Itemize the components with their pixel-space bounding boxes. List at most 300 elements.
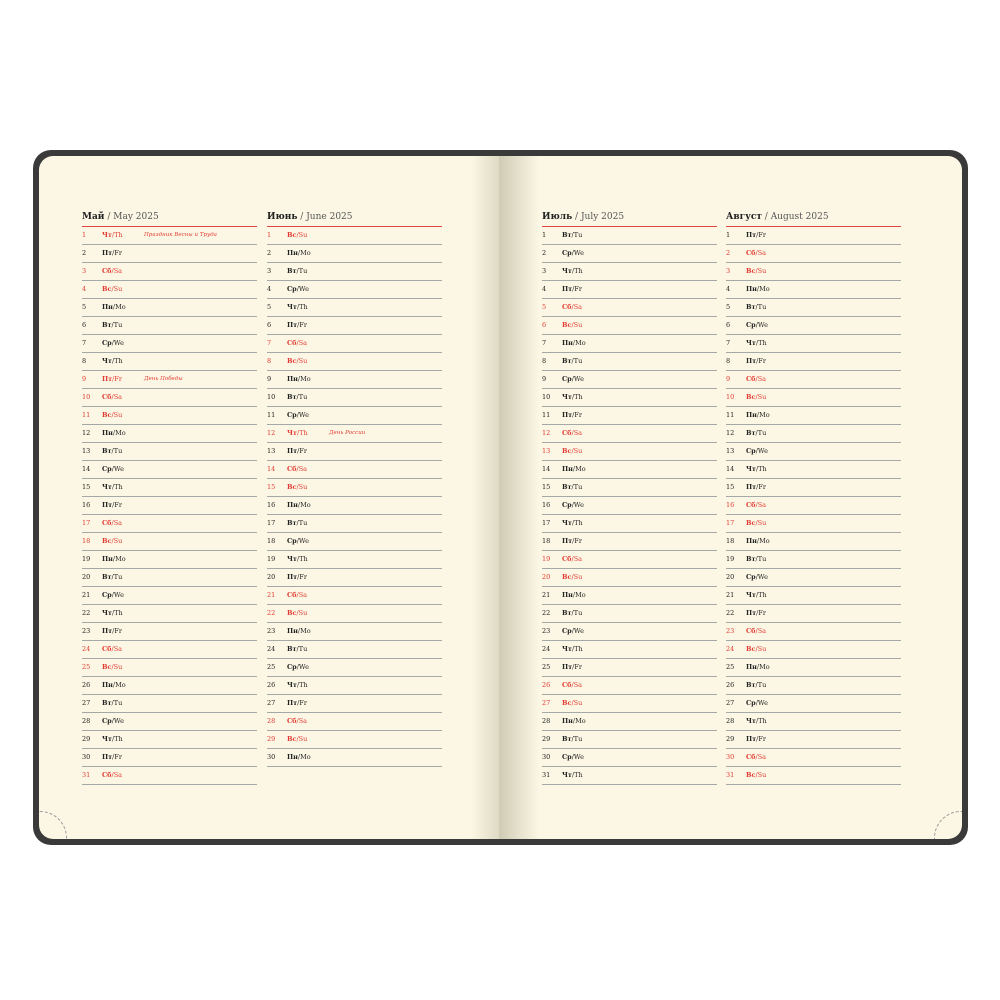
weekday-ru: Пн [102, 681, 113, 689]
day-number: 10 [82, 393, 91, 401]
weekday-separator: / [755, 699, 758, 707]
weekday-separator: / [296, 339, 299, 347]
weekday-en: Su [298, 735, 308, 743]
day-row [82, 245, 257, 263]
day-row [726, 281, 901, 299]
weekday-ru: Пн [287, 627, 298, 635]
weekday-ru: Вс [102, 537, 112, 545]
weekday-en: Tu [757, 681, 767, 689]
weekday-ru: Ср [562, 753, 572, 761]
weekday-separator: / [755, 573, 758, 581]
day-number: 23 [542, 627, 551, 635]
weekday-label [102, 767, 122, 784]
month-separator: / [104, 212, 114, 222]
weekday-label [562, 263, 583, 280]
weekday-separator: / [571, 645, 575, 653]
weekday-label [287, 731, 307, 748]
weekday-en: Th [758, 465, 767, 473]
month-name-en: July 2025 [580, 212, 625, 222]
weekday-en: Fr [299, 447, 307, 455]
day-number: 5 [726, 303, 731, 311]
day-number: 11 [82, 411, 91, 419]
weekday-ru: Чт [562, 393, 572, 401]
day-row [82, 263, 257, 281]
weekday-en: Th [114, 609, 123, 617]
weekday-ru: Вт [287, 267, 297, 275]
weekday-label [746, 227, 766, 244]
weekday-en: Tu [298, 267, 308, 275]
weekday-label [287, 695, 307, 712]
weekday-ru: Вс [287, 231, 297, 239]
weekday-separator: / [297, 447, 300, 455]
weekday-label [562, 767, 583, 784]
weekday-label [287, 461, 307, 478]
weekday-en: Tu [113, 699, 123, 707]
day-row [726, 389, 901, 407]
day-number: 19 [726, 555, 735, 563]
day-number: 17 [542, 519, 551, 527]
day-row [726, 317, 901, 335]
weekday-label [746, 659, 770, 676]
day-number: 10 [542, 393, 551, 401]
day-number: 23 [82, 627, 91, 635]
day-row [267, 389, 442, 407]
weekday-ru: Сб [562, 681, 572, 689]
month-name-ru: Май [82, 212, 105, 222]
weekday-label [746, 461, 767, 478]
weekday-ru: Ср [746, 321, 756, 329]
day-row [82, 605, 257, 623]
weekday-ru: Вс [562, 447, 572, 455]
day-row [82, 227, 257, 245]
weekday-separator: / [571, 393, 575, 401]
weekday-ru: Ср [287, 537, 297, 545]
weekday-en: Su [757, 393, 767, 401]
month-name-ru: Август [726, 212, 762, 222]
weekday-separator: / [755, 429, 758, 437]
weekday-en: Su [573, 573, 583, 581]
weekday-label [287, 497, 311, 514]
weekday-separator: / [296, 591, 299, 599]
weekday-separator: / [296, 411, 299, 419]
weekday-label [102, 263, 122, 280]
weekday-separator: / [572, 537, 575, 545]
month-separator: / [761, 212, 771, 222]
weekday-ru: Пн [746, 537, 757, 545]
weekday-separator: / [756, 231, 759, 239]
weekday-separator: / [572, 285, 575, 293]
weekday-ru: Ср [287, 663, 297, 671]
holiday-label: День России [329, 430, 366, 436]
day-number: 8 [267, 357, 272, 365]
weekday-separator: / [756, 735, 759, 743]
weekday-en: Tu [573, 735, 583, 743]
weekday-en: We [298, 663, 309, 671]
day-row [82, 281, 257, 299]
weekday-ru: Вт [562, 357, 572, 365]
weekday-en: Mo [115, 681, 126, 689]
day-number: 11 [726, 411, 735, 419]
weekday-separator: / [296, 267, 299, 275]
weekday-en: We [757, 447, 768, 455]
day-row [82, 623, 257, 641]
day-row [82, 443, 257, 461]
weekday-label [562, 731, 582, 748]
weekday-ru: Пт [287, 573, 298, 581]
weekday-ru: Вт [287, 393, 297, 401]
weekday-separator: / [111, 771, 114, 779]
day-row [726, 443, 901, 461]
weekday-en: Th [299, 681, 308, 689]
weekday-separator: / [572, 339, 576, 347]
weekday-separator: / [296, 681, 300, 689]
day-row [726, 641, 901, 659]
weekday-label [102, 605, 123, 622]
day-row [267, 371, 442, 389]
weekday-en: Su [298, 609, 308, 617]
day-row [542, 695, 717, 713]
weekday-en: Fr [574, 537, 582, 545]
weekday-en: We [573, 627, 584, 635]
weekday-separator: / [571, 699, 574, 707]
weekday-label [746, 425, 766, 442]
day-number: 26 [542, 681, 551, 689]
weekday-en: Fr [114, 375, 122, 383]
weekday-en: Su [113, 663, 123, 671]
day-row [542, 281, 717, 299]
weekday-ru: Пн [562, 339, 573, 347]
weekday-separator: / [296, 483, 299, 491]
day-number: 19 [267, 555, 276, 563]
weekday-en: Th [574, 393, 583, 401]
day-number: 9 [542, 375, 547, 383]
weekday-label [287, 425, 308, 442]
day-number: 18 [726, 537, 735, 545]
weekday-separator: / [756, 537, 760, 545]
weekday-ru: Ср [562, 375, 572, 383]
weekday-en: Tu [573, 357, 583, 365]
day-number: 27 [726, 699, 735, 707]
day-number: 9 [82, 375, 87, 383]
day-number: 29 [726, 735, 735, 743]
weekday-en: Fr [114, 627, 122, 635]
weekday-label [287, 515, 307, 532]
weekday-label [102, 443, 122, 460]
day-row [267, 731, 442, 749]
weekday-label [746, 623, 766, 640]
weekday-en: Sa [573, 303, 583, 311]
day-number: 31 [726, 771, 735, 779]
weekday-separator: / [755, 501, 758, 509]
day-row [542, 569, 717, 587]
weekday-label [102, 677, 126, 694]
day-row [542, 263, 717, 281]
day-row [542, 533, 717, 551]
weekday-en: Tu [113, 447, 123, 455]
weekday-separator: / [296, 231, 299, 239]
weekday-en: Sa [573, 429, 583, 437]
weekday-separator: / [112, 375, 115, 383]
month-header [82, 211, 257, 227]
weekday-en: Su [113, 537, 123, 545]
weekday-label [562, 425, 582, 442]
weekday-ru: Вт [562, 735, 572, 743]
weekday-label [287, 533, 309, 550]
weekday-en: Th [574, 267, 583, 275]
day-number: 6 [726, 321, 731, 329]
weekday-separator: / [111, 483, 115, 491]
weekday-label [746, 587, 767, 604]
day-number: 1 [82, 231, 87, 239]
day-row [542, 245, 717, 263]
weekday-en: We [298, 537, 309, 545]
day-number: 20 [542, 573, 551, 581]
weekday-label [562, 317, 582, 334]
day-number: 12 [726, 429, 735, 437]
day-number: 25 [267, 663, 276, 671]
day-number: 14 [726, 465, 735, 473]
day-number: 22 [267, 609, 276, 617]
day-number: 30 [726, 753, 735, 761]
weekday-label [562, 245, 584, 262]
weekday-separator: / [296, 303, 300, 311]
weekday-en: Su [757, 771, 767, 779]
weekday-ru: Вт [102, 699, 112, 707]
weekday-label [287, 623, 311, 640]
weekday-separator: / [755, 249, 758, 257]
day-number: 28 [542, 717, 551, 725]
month-name-en: August 2025 [770, 212, 829, 222]
day-number: 6 [267, 321, 272, 329]
day-row [267, 551, 442, 569]
day-row [267, 425, 442, 443]
weekday-label [562, 353, 582, 370]
weekday-ru: Пн [562, 591, 573, 599]
weekday-separator: / [755, 519, 758, 527]
day-row [542, 515, 717, 533]
day-number: 14 [267, 465, 276, 473]
weekday-label [746, 551, 766, 568]
weekday-label [287, 407, 309, 424]
weekday-ru: Вт [746, 429, 756, 437]
day-number: 18 [542, 537, 551, 545]
weekday-separator: / [111, 717, 114, 725]
weekday-separator: / [755, 303, 758, 311]
weekday-en: Fr [299, 321, 307, 329]
weekday-label [562, 335, 586, 352]
weekday-label [102, 461, 124, 478]
day-number: 4 [82, 285, 87, 293]
day-number: 8 [726, 357, 731, 365]
weekday-label [287, 443, 307, 460]
weekday-en: Su [573, 321, 583, 329]
weekday-en: We [573, 249, 584, 257]
month-header [267, 211, 442, 227]
weekday-en: Tu [757, 303, 767, 311]
weekday-separator: / [572, 717, 576, 725]
weekday-label [102, 641, 122, 658]
month-may [82, 211, 257, 785]
day-row [726, 587, 901, 605]
weekday-separator: / [756, 411, 760, 419]
day-row [82, 767, 257, 785]
weekday-separator: / [111, 699, 114, 707]
weekday-en: Sa [113, 645, 123, 653]
day-row [726, 515, 901, 533]
day-row [726, 227, 901, 245]
weekday-en: Mo [759, 285, 770, 293]
weekday-label [746, 713, 767, 730]
weekday-en: Fr [299, 573, 307, 581]
weekday-separator: / [111, 447, 114, 455]
weekday-separator: / [296, 555, 300, 563]
day-row [542, 299, 717, 317]
day-number: 22 [726, 609, 735, 617]
day-row [726, 371, 901, 389]
weekday-label [562, 659, 582, 676]
weekday-label [562, 497, 584, 514]
day-row [267, 515, 442, 533]
weekday-en: Sa [113, 771, 123, 779]
weekday-ru: Сб [562, 555, 572, 563]
day-number: 1 [726, 231, 731, 239]
day-row [82, 479, 257, 497]
weekday-ru: Вт [562, 231, 572, 239]
weekday-en: Mo [300, 375, 311, 383]
weekday-separator: / [111, 735, 115, 743]
weekday-ru: Чт [562, 267, 572, 275]
weekday-en: Sa [298, 591, 308, 599]
weekday-separator: / [571, 609, 574, 617]
day-row [82, 731, 257, 749]
weekday-en: Su [757, 267, 767, 275]
weekday-en: Su [573, 447, 583, 455]
day-number: 3 [82, 267, 87, 275]
weekday-separator: / [297, 321, 300, 329]
weekday-label [746, 281, 770, 298]
weekday-label [746, 389, 766, 406]
weekday-label [287, 659, 309, 676]
weekday-label [102, 551, 126, 568]
weekday-separator: / [756, 357, 759, 365]
day-number: 1 [542, 231, 547, 239]
weekday-en: We [573, 375, 584, 383]
weekday-separator: / [111, 231, 115, 239]
day-row [267, 713, 442, 731]
day-row [542, 479, 717, 497]
weekday-label [562, 623, 584, 640]
day-number: 4 [542, 285, 547, 293]
weekday-en: Tu [113, 321, 123, 329]
weekday-separator: / [755, 591, 759, 599]
corner-pocket-right [934, 811, 962, 839]
day-number: 13 [726, 447, 735, 455]
weekday-separator: / [111, 267, 114, 275]
day-row [726, 677, 901, 695]
weekday-ru: Пт [746, 483, 757, 491]
day-row [542, 497, 717, 515]
day-number: 19 [82, 555, 91, 563]
month-name-ru: Июнь [267, 212, 298, 222]
day-number: 29 [542, 735, 551, 743]
day-number: 24 [542, 645, 551, 653]
weekday-separator: / [296, 285, 299, 293]
day-row [726, 425, 901, 443]
day-row [542, 461, 717, 479]
weekday-label [746, 515, 766, 532]
weekday-label [746, 695, 768, 712]
weekday-en: Sa [298, 717, 308, 725]
weekday-separator: / [756, 285, 760, 293]
weekday-ru: Пт [102, 501, 113, 509]
weekday-ru: Пн [287, 249, 298, 257]
day-row [267, 227, 442, 245]
day-number: 2 [267, 249, 272, 257]
weekday-label [746, 677, 766, 694]
weekday-en: Su [573, 699, 583, 707]
day-row [542, 551, 717, 569]
weekday-label [102, 695, 122, 712]
weekday-separator: / [571, 429, 574, 437]
weekday-en: We [757, 321, 768, 329]
weekday-ru: Вс [746, 267, 756, 275]
weekday-label [102, 425, 126, 442]
weekday-label [102, 533, 122, 550]
weekday-ru: Ср [102, 339, 112, 347]
day-row [726, 497, 901, 515]
day-row [726, 551, 901, 569]
weekday-separator: / [571, 303, 574, 311]
weekday-en: Sa [298, 339, 308, 347]
weekday-label [746, 605, 766, 622]
weekday-ru: Вс [102, 285, 112, 293]
weekday-ru: Вс [746, 519, 756, 527]
weekday-ru: Вт [562, 483, 572, 491]
weekday-separator: / [297, 501, 301, 509]
weekday-ru: Сб [287, 465, 297, 473]
weekday-en: Su [298, 357, 308, 365]
day-row [726, 623, 901, 641]
weekday-ru: Вс [102, 663, 112, 671]
weekday-separator: / [571, 357, 574, 365]
weekday-separator: / [571, 627, 574, 635]
day-row [726, 605, 901, 623]
day-row [542, 641, 717, 659]
weekday-label [562, 443, 582, 460]
day-row [267, 317, 442, 335]
day-number: 25 [726, 663, 735, 671]
weekday-label [746, 641, 766, 658]
weekday-ru: Сб [746, 501, 756, 509]
weekday-en: Th [114, 483, 123, 491]
weekday-separator: / [111, 411, 114, 419]
weekday-separator: / [572, 465, 576, 473]
weekday-en: Fr [574, 285, 582, 293]
day-row [82, 425, 257, 443]
weekday-label [562, 281, 582, 298]
weekday-en: Tu [757, 429, 767, 437]
weekday-separator: / [756, 483, 759, 491]
weekday-label [287, 749, 311, 766]
weekday-label [562, 461, 586, 478]
day-row [82, 389, 257, 407]
weekday-en: Th [758, 339, 767, 347]
weekday-en: We [573, 753, 584, 761]
weekday-label [746, 569, 768, 586]
weekday-ru: Чт [746, 591, 756, 599]
day-number: 24 [726, 645, 735, 653]
day-number: 14 [82, 465, 91, 473]
